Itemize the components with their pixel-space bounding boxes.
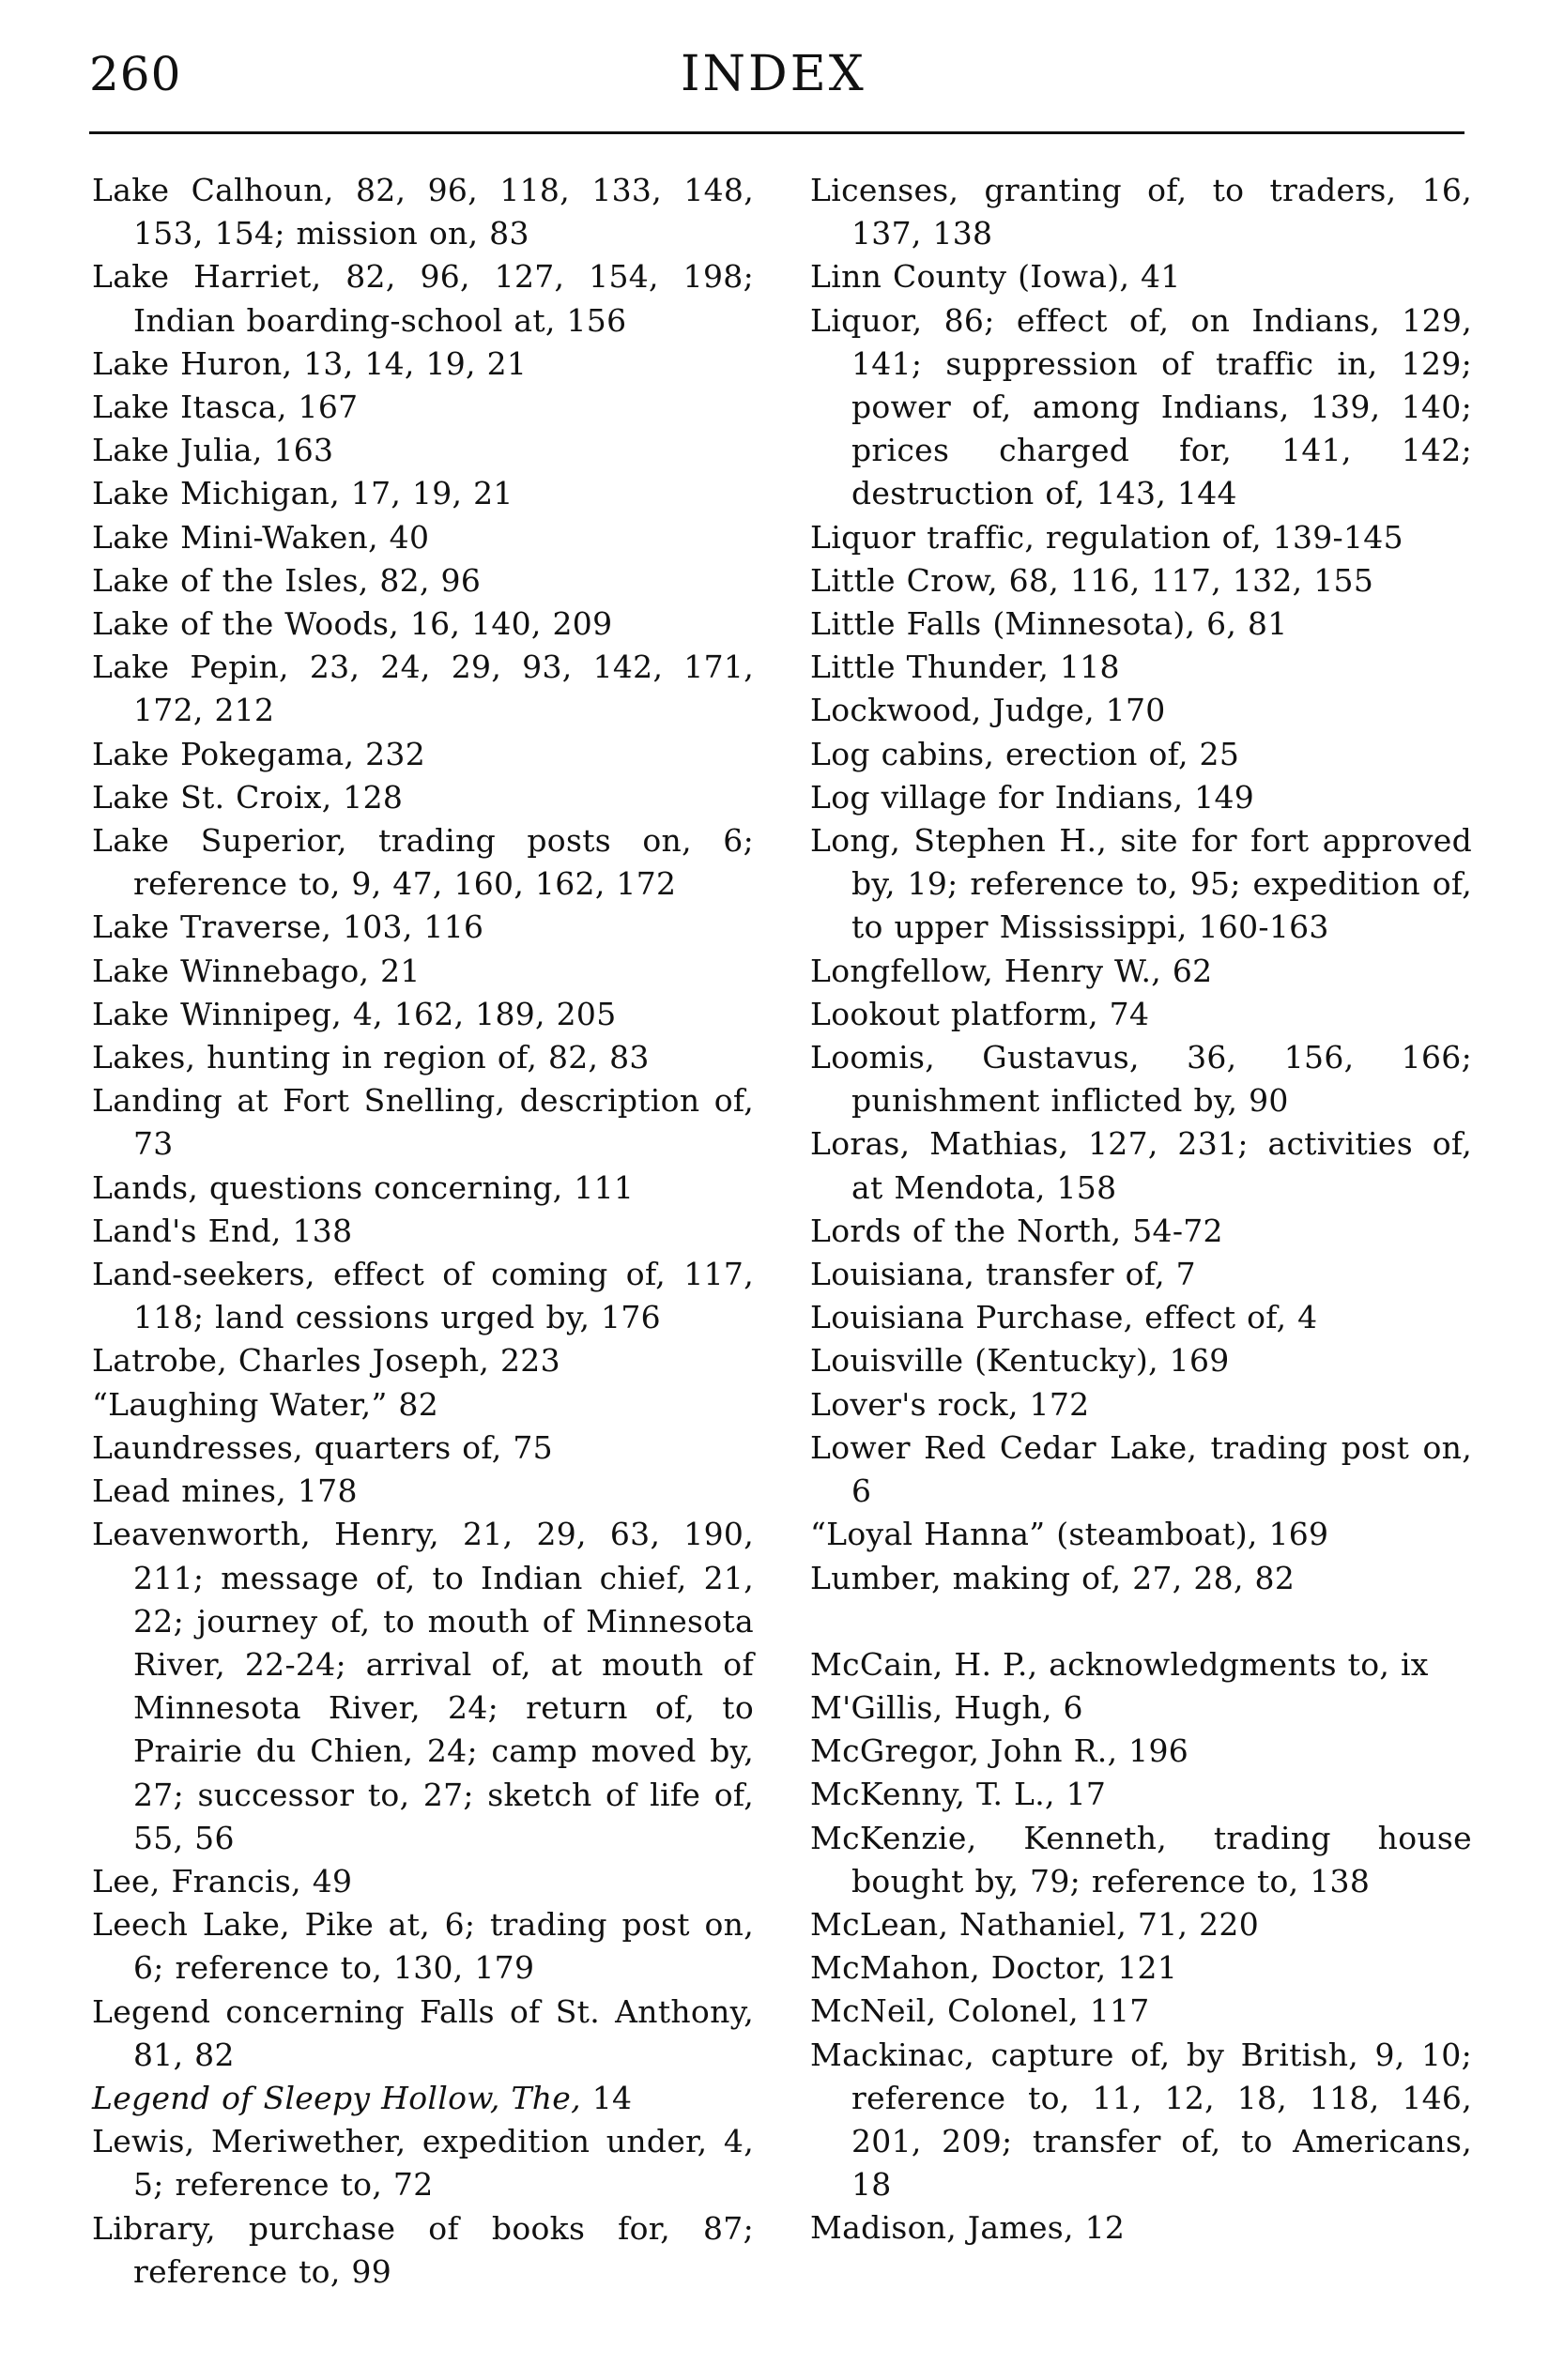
index-entry: M'Gillis, Hugh, 6	[810, 1688, 1083, 1726]
index-entry: McKenzie, Kenneth, trading house bought by, 79; reference to, 138	[810, 1819, 1472, 1899]
index-entry: Little Crow, 68, 116, 117, 132, 155	[810, 561, 1374, 599]
index-entry: McMahon, Doctor, 121	[810, 1949, 1178, 1987]
index-entry: Lakes, hunting in region of, 82, 83	[92, 1039, 650, 1076]
index-entry-italic	[92, 2077, 754, 2120]
index-column-right	[810, 169, 1472, 2250]
index-entry: Latrobe, Charles Joseph, 223	[92, 1342, 560, 1380]
index-entry: Louisiana, transfer of, 7	[810, 1256, 1196, 1293]
index-entry: Loras, Mathias, 127, 231; activities of, at Mendota, 158	[810, 1125, 1472, 1206]
index-entry: Lake Superior, trading posts on, 6; reference to, 9, 47, 160, 162, 172	[92, 822, 754, 903]
index-entry: “Loyal Hanna” (steamboat), 169	[810, 1516, 1329, 1553]
index-entry: Lead mines, 178	[92, 1472, 358, 1510]
index-entry: Lake Pepin, 23, 24, 29, 93, 142, 171, 172, 212	[92, 648, 754, 729]
index-entry: McNeil, Colonel, 117	[810, 1992, 1150, 2030]
index-entry: Little Falls (Minnesota), 6, 81	[810, 605, 1288, 643]
index-entry: Land's End, 138	[92, 1212, 353, 1249]
index-entry: Long, Stephen H., site for fort approved by, 19; reference to, 95; expedition of, to upper Mississippi, 160-163	[810, 822, 1472, 946]
index-entry: Lake Huron, 13, 14, 19, 21	[92, 344, 528, 382]
index-entry: Lake Julia, 163	[92, 432, 334, 469]
index-entry: McKenny, T. L., 17	[810, 1776, 1107, 1813]
index-entry: Log village for Indians, 149	[810, 778, 1255, 816]
index-entry: Lake Calhoun, 82, 96, 118, 133, 148, 153, 154; mission on, 83	[92, 172, 754, 252]
index-entry: Landing at Fort Snelling, description of, 73	[92, 1082, 754, 1163]
index-entry: Lake Traverse, 103, 116	[92, 908, 484, 946]
index-entry: Laundresses, quarters of, 75	[92, 1428, 553, 1466]
section-gap	[810, 1600, 1472, 1643]
index-entry: Leavenworth, Henry, 21, 29, 63, 190, 211; message of, to Indian chief, 21, 22; journey of, to mouth of Minnesota River, 22-24; arrival of, at mouth of Minnesota River, 24; return of, to Prairie du Chien, 24; camp moved by, 27; successor to, 27; sketch of life of, 55, 56	[92, 1516, 754, 1856]
index-entry: Lake Mini-Waken, 40	[92, 518, 430, 556]
index-entry: Liquor, 86; effect of, on Indians, 129, 141; suppression of traffic in, 129; power of, among Indians, 139, 140; prices charged for, 141, 142; destruction of, 143, 144	[810, 301, 1472, 512]
italic-title: Legend of Sleepy Hollow, The,	[92, 2079, 581, 2116]
index-entry: Lower Red Cedar Lake, trading post on, 6	[810, 1428, 1472, 1510]
index-entry: Lumber, making of, 27, 28, 82	[810, 1559, 1296, 1596]
index-entry: Lake St. Croix, 128	[92, 778, 404, 816]
index-entry: McCain, H. P., acknowledgments to, ix	[810, 1645, 1429, 1683]
index-entry: Licenses, granting of, to traders, 16, 137, 138	[810, 172, 1472, 252]
header-rule	[89, 131, 1464, 134]
index-entry: Lake Winnipeg, 4, 162, 189, 205	[92, 995, 617, 1032]
index-entry: Lookout platform, 74	[810, 995, 1150, 1032]
index-entry: Lake Michigan, 17, 19, 21	[92, 475, 514, 512]
index-entry: Lords of the North, 54-72	[810, 1212, 1223, 1249]
index-entry: Mackinac, capture of, by British, 9, 10; reference to, 11, 12, 18, 118, 146, 201, 209; transfer of, to Americans, 18	[810, 2036, 1472, 2204]
index-entry: Louisville (Kentucky), 169	[810, 1342, 1230, 1380]
index-entry: Linn County (Iowa), 41	[810, 258, 1181, 296]
index-entry: Lake Harriet, 82, 96, 127, 154, 198; Indian boarding-school at, 156	[92, 258, 754, 339]
running-head: INDEX	[681, 46, 866, 102]
index-entry: Log cabins, erection of, 25	[810, 735, 1240, 772]
index-entry: Leech Lake, Pike at, 6; trading post on, 6; reference to, 130, 179	[92, 1906, 754, 1987]
index-entry: Lover's rock, 172	[810, 1385, 1090, 1423]
index-entry: Lake Pokegama, 232	[92, 735, 425, 772]
index-column-left	[92, 169, 754, 2294]
index-entry: Lake of the Woods, 16, 140, 209	[92, 605, 613, 643]
index-entry: Lewis, Meriwether, expedition under, 4, 5; reference to, 72	[92, 2123, 754, 2204]
index-entry: “Laughing Water,” 82	[92, 1385, 439, 1423]
page-header	[89, 41, 1460, 107]
index-entry: McLean, Nathaniel, 71, 220	[810, 1905, 1259, 1943]
index-entry: Legend concerning Falls of St. Anthony, 81, 82	[92, 1992, 754, 2073]
index-entry: Little Thunder, 118	[810, 648, 1120, 686]
index-entry: Lake Winnebago, 21	[92, 952, 421, 989]
index-entry: McGregor, John R., 196	[810, 1732, 1189, 1770]
index-entry: Lee, Francis, 49	[92, 1862, 353, 1899]
index-entry: Madison, James, 12	[810, 2209, 1126, 2247]
page-number: 260	[89, 47, 182, 101]
index-entry: Lands, questions concerning, 111	[92, 1168, 635, 1206]
index-entry: Loomis, Gustavus, 36, 156, 166; punishment inflicted by, 90	[810, 1039, 1472, 1120]
index-entry: Land-seekers, effect of coming of, 117, 118; land cessions urged by, 176	[92, 1256, 754, 1336]
index-entry: Library, purchase of books for, 87; reference to, 99	[92, 2209, 754, 2290]
index-entry: Lake of the Isles, 82, 96	[92, 561, 482, 599]
index-entry: Lake Itasca, 167	[92, 389, 359, 426]
index-entry: Lockwood, Judge, 170	[810, 692, 1166, 729]
index-entry: Liquor traffic, regulation of, 139-145	[810, 518, 1403, 556]
italic-pages: 14	[580, 2079, 633, 2116]
index-entry: Longfellow, Henry W., 62	[810, 952, 1213, 989]
index-entry: Louisiana Purchase, effect of, 4	[810, 1299, 1318, 1336]
